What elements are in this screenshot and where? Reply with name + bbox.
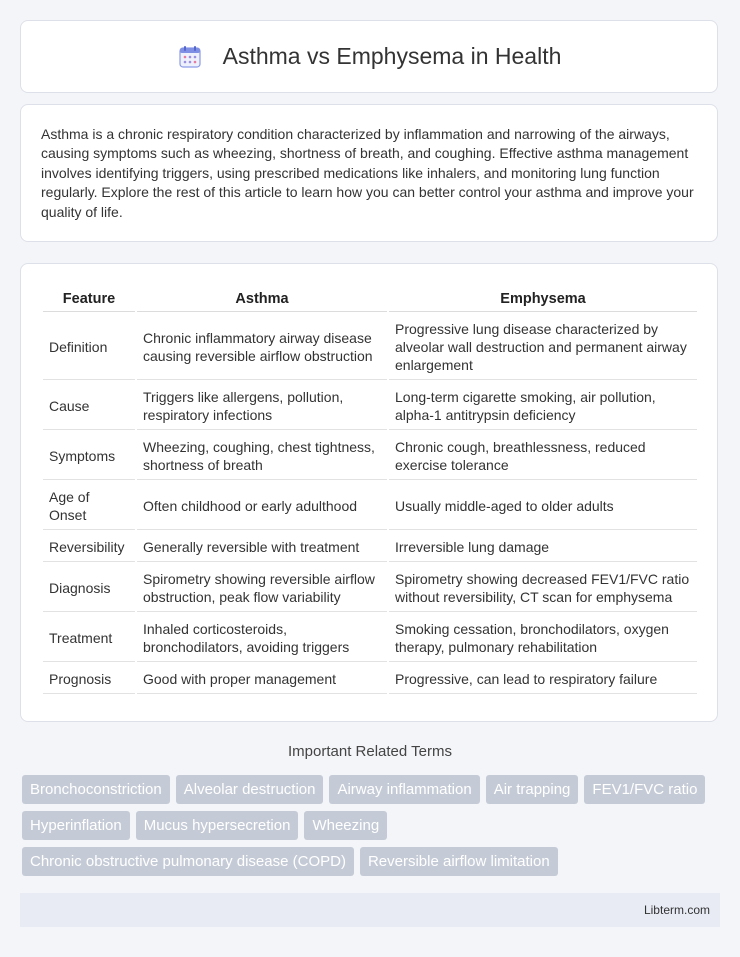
- term-chip-fev1-fvc-ratio[interactable]: FEV1/FVC ratio: [584, 775, 705, 804]
- term-chip-air-trapping[interactable]: Air trapping: [486, 775, 579, 804]
- table-row: [43, 614, 697, 662]
- feature-cell: Cause: [43, 382, 135, 430]
- emphysema-cell: Progressive lung disease characterized by alveolar wall destruction and permanent airway enlargement: [389, 314, 697, 380]
- intro-paragraph: Asthma is a chronic respiratory condition characterized by inflammation and narrowing of the airways, causing symptoms such as wheezing, shortness of breath, and coughing. Effective asthma management involves identifying triggers, using prescribed medications like inhalers, and monitoring lung function regularly. Explore the rest of this article to learn how you can better control your asthma and improve your quality of life.: [41, 126, 694, 220]
- term-chip-reversible-airflow-limitation[interactable]: Reversible airflow limitation: [360, 847, 558, 876]
- asthma-cell: Triggers like allergens, pollution, respiratory infections: [137, 382, 387, 430]
- feature-cell: Definition: [43, 314, 135, 380]
- table-row: [43, 664, 697, 694]
- feature-cell: Diagnosis: [43, 564, 135, 612]
- asthma-cell: Often childhood or early adulthood: [137, 482, 387, 530]
- intro-card: [20, 104, 718, 242]
- footer-bar: [20, 893, 720, 927]
- term-chip-bronchoconstriction[interactable]: Bronchoconstriction: [22, 775, 170, 804]
- emphysema-cell: Progressive, can lead to respiratory failure: [389, 664, 697, 694]
- related-terms-list: [22, 775, 722, 876]
- term-chip-hyperinflation[interactable]: Hyperinflation: [22, 811, 130, 840]
- emphysema-cell: Spirometry showing decreased FEV1/FVC ratio without reversibility, CT scan for emphysema: [389, 564, 697, 612]
- feature-cell: Reversibility: [43, 532, 135, 562]
- header-emphysema: Emphysema: [389, 286, 697, 312]
- footer-brand-link[interactable]: Libterm.com: [643, 903, 710, 917]
- emphysema-cell: Irreversible lung damage: [389, 532, 697, 562]
- asthma-cell: Inhaled corticosteroids, bronchodilators, avoiding triggers: [137, 614, 387, 662]
- feature-cell: Prognosis: [43, 664, 135, 694]
- term-chip-airway-inflammation[interactable]: Airway inflammation: [329, 775, 479, 804]
- table-row: [43, 382, 697, 430]
- feature-cell: Symptoms: [43, 432, 135, 480]
- emphysema-cell: Chronic cough, breathlessness, reduced exercise tolerance: [389, 432, 697, 480]
- header-feature: Feature: [43, 286, 135, 312]
- feature-cell: Treatment: [43, 614, 135, 662]
- term-chip-mucus-hypersecretion[interactable]: Mucus hypersecretion: [136, 811, 299, 840]
- comparison-table: [41, 284, 699, 696]
- table-row: [43, 564, 697, 612]
- table-row: [43, 532, 697, 562]
- comparison-table-card: [20, 263, 718, 722]
- emphysema-cell: Long-term cigarette smoking, air pollution, alpha-1 antitrypsin deficiency: [389, 382, 697, 430]
- asthma-cell: Spirometry showing reversible airflow obstruction, peak flow variability: [137, 564, 387, 612]
- asthma-cell: Good with proper management: [137, 664, 387, 694]
- calendar-icon: [177, 44, 203, 70]
- term-chip-copd[interactable]: Chronic obstructive pulmonary disease (COPD): [22, 847, 354, 876]
- asthma-cell: Chronic inflammatory airway disease causing reversible airflow obstruction: [137, 314, 387, 380]
- asthma-cell: Wheezing, coughing, chest tightness, shortness of breath: [137, 432, 387, 480]
- header-card: [20, 20, 718, 93]
- table-row: [43, 482, 697, 530]
- table-header-row: [43, 286, 697, 312]
- page-title: Asthma vs Emphysema in Health: [222, 43, 562, 69]
- feature-cell: Age of Onset: [43, 482, 135, 530]
- table-row: [43, 432, 697, 480]
- term-chip-alveolar-destruction[interactable]: Alveolar destruction: [176, 775, 324, 804]
- table-row: [43, 314, 697, 380]
- header-asthma: Asthma: [137, 286, 387, 312]
- emphysema-cell: Usually middle-aged to older adults: [389, 482, 697, 530]
- term-chip-wheezing[interactable]: Wheezing: [304, 811, 387, 840]
- emphysema-cell: Smoking cessation, bronchodilators, oxygen therapy, pulmonary rehabilitation: [389, 614, 697, 662]
- related-terms-title: Important Related Terms: [288, 743, 452, 760]
- asthma-cell: Generally reversible with treatment: [137, 532, 387, 562]
